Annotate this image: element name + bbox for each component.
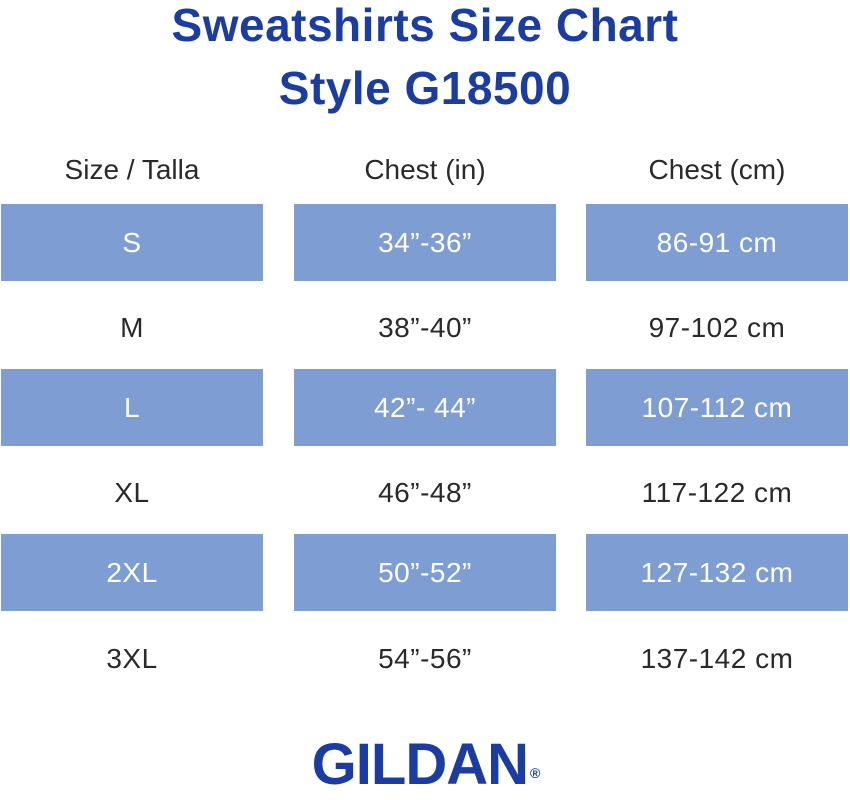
size-cell: 2XL [1,534,263,611]
chest-cm-cell: 117-122 cm [641,476,793,508]
chest-in-cell: 34”-36” [294,204,556,281]
size-cell: M [120,311,144,343]
chest-in-cell: 50”-52” [294,534,556,611]
chest-in-cell: 38”-40” [378,311,472,343]
column-header-size: Size / Talla [64,154,200,185]
brand-name: GILDAN [311,732,528,797]
chest-in-cell: 54”-56” [378,642,472,674]
chest-cm-cell: 107-112 cm [586,369,848,446]
chest-cm-cell: 97-102 cm [648,311,786,343]
column-header-chest-cm: Chest (cm) [648,154,786,185]
chest-cm-cell: 127-132 cm [586,534,848,611]
size-cell: XL [114,476,150,508]
chest-in-cell: 46”-48” [378,476,472,508]
chart-title-line-2: Style G18500 [278,62,572,114]
chart-title-line-1: Sweatshirts Size Chart [171,0,679,51]
gildan-logo [0,732,850,798]
chest-cm-cell: 137-142 cm [640,642,794,674]
size-cell: L [1,369,263,446]
size-cell: S [1,204,263,281]
chest-in-cell: 42”- 44” [294,369,556,446]
registered-mark: ® [530,765,541,781]
size-cell: 3XL [106,642,158,674]
column-header-chest-in: Chest (in) [364,154,486,185]
chest-cm-cell: 86-91 cm [586,204,848,281]
